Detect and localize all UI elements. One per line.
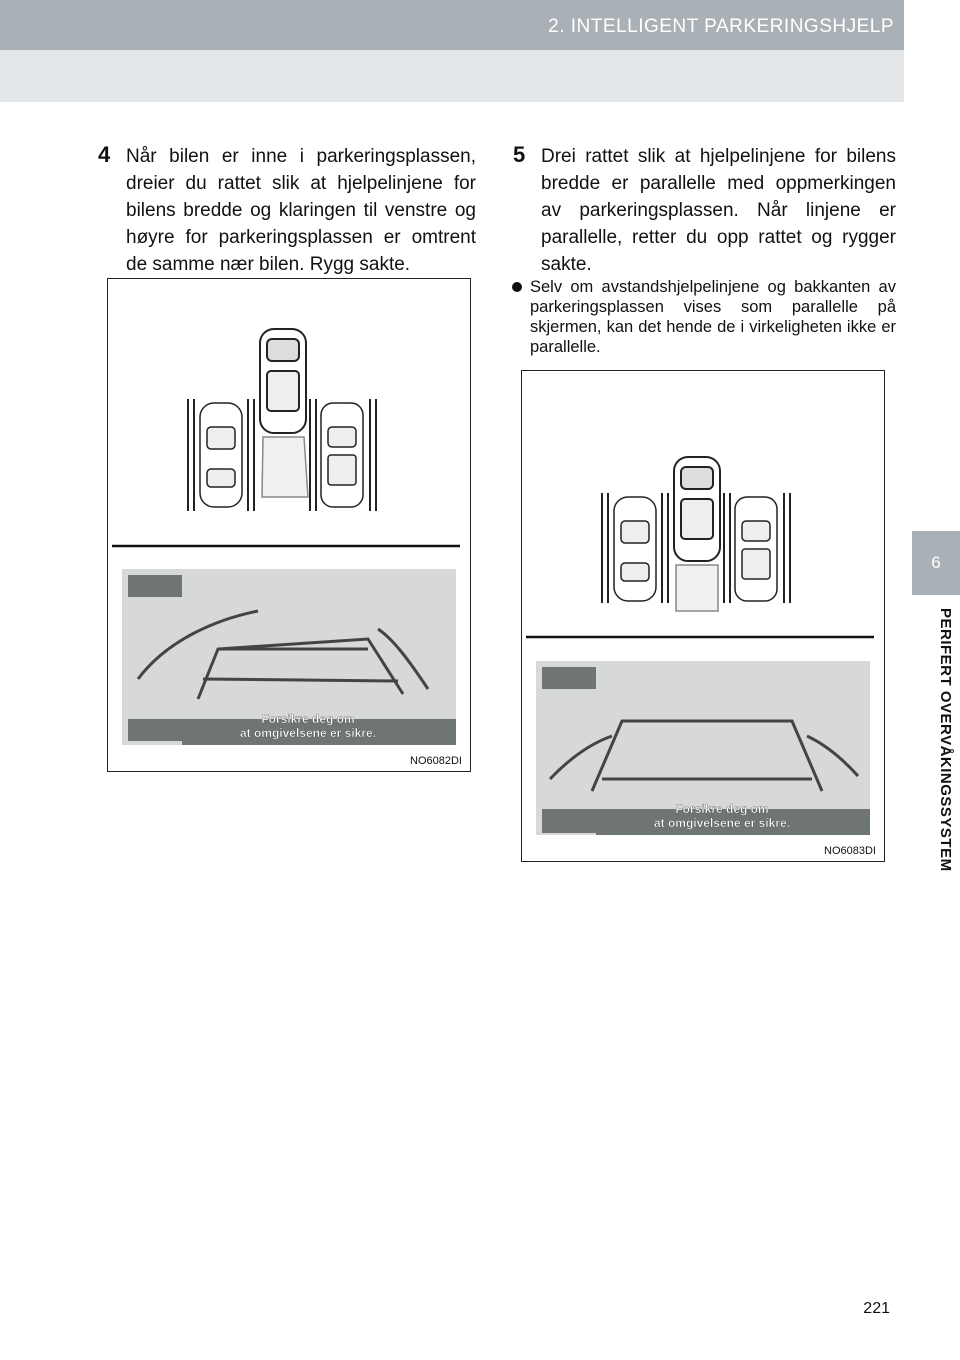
figure-parking-step-4: [107, 278, 471, 772]
parking-illustration: [108, 279, 470, 771]
parking-illustration: [522, 371, 884, 861]
car-left-icon: [200, 403, 242, 507]
car-reversing-icon: [260, 329, 306, 433]
figure-code: NO6082DI: [410, 755, 462, 767]
figure-code: NO6083DI: [824, 845, 876, 857]
step-4: [98, 142, 476, 278]
note-bullet: [530, 277, 896, 357]
step-number: 5: [513, 142, 526, 167]
camera-mode-icon: [542, 667, 596, 689]
camera-mode-icon: [128, 575, 182, 597]
step-text: Drei rattet slik at hjelpelinjene for bilens bredde er parallelle med oppmerkingen av parkeringsplassen. Når linjene er parallelle, retter du opp rattet og rygger sakte.: [541, 146, 896, 275]
screen-message-line2: at omgivelsene er sikre.: [239, 726, 377, 740]
step-text: Når bilen er inne i parkeringsplassen, dreier du rattet slik at hjelpelinjene for bilens bredde og klaringen til venstre og høyre for parkeringsplassen er omtrent de samme nær bilen. Rygg sakte.: [126, 146, 476, 275]
step-5: [513, 142, 896, 278]
step-number: 4: [98, 142, 111, 167]
figure-parking-step-5: [521, 370, 885, 862]
chapter-title: PERIFERT OVERVÅKINGSSYSTEM: [937, 608, 954, 872]
screen-message-line1: Forsikre deg om: [675, 802, 769, 816]
car-right-icon: [321, 403, 363, 507]
page-number: 221: [863, 1300, 890, 1317]
car-left-icon: [614, 497, 656, 601]
camera-view-icon: [128, 719, 182, 741]
bullet-icon: [512, 282, 522, 292]
chapter-tab: [912, 531, 960, 595]
chapter-number: 6: [931, 553, 941, 572]
car-right-icon: [735, 497, 777, 601]
screen-message-line2: at omgivelsene er sikre.: [653, 816, 791, 830]
screen-message-line1: Forsikre deg om: [261, 712, 355, 726]
section-title: 2. INTELLIGENT PARKERINGSHJELP: [548, 16, 894, 37]
camera-view-icon: [542, 809, 596, 833]
note-text: Selv om avstandshjelpelinjene og bakkanten av parkeringsplassen vises som parallelle på skjermen, kan det hende de i virkeligheten ikke er parallelle.: [530, 278, 896, 356]
car-reversing-icon: [674, 457, 720, 561]
